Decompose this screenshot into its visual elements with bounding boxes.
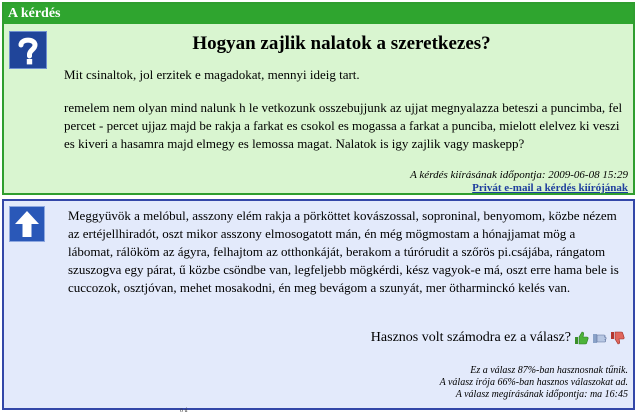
answer-useful-percent: Ez a válasz 87%-ban hasznosnak tűnik.: [470, 365, 628, 376]
question-date: A kérdés kiírásának időpontja: 2009-06-08 15:29: [410, 169, 628, 181]
private-email-link[interactable]: Privát e-mail a kérdés kiírójának: [472, 182, 628, 194]
question-mark-icon: [9, 31, 47, 69]
bottom-text-fragment: ö ú: [180, 408, 188, 414]
answer-body-text: Meggyüvök a melóbul, asszony elém rakja a pörköttet kovászossal, soproninal, benyomom, közbe nézem az ertéjellhiradót, oszt mikor asszony elmosogatott mán, én még mögmostam a hónajjamat mög a lábomat, rálököm az ágyra, felhajtom az otthonkáját, berakom a túrórudit a szőrös pi.csájába, rángatom szuszogva egy párat, ű közbe csöndbe van, legfeljebb mögkérdi, kész vagyok-e má, oszt erre hama bele is cuccozok, osztjóvan, mehet mosakodni, én meg bevágom a szunyát, mer ötharminckó kelés van.: [68, 208, 619, 295]
question-box: [2, 2, 635, 195]
question-body-text: remelem nem olyan mind nalunk h le vetkozunk osszebujjunk az ujjat megnyalazza beteszi a puncimba, fel percet - percet ujjaz majd be rakja a farkat es csokol es mogassa a farkat a punciba, mielott elelvez ki veszi es kiveri a hasamra majd elmegy es lemossa magat. Nalatok is igy zajlik vagy maskepp?: [64, 100, 623, 151]
useful-question: Hasznos volt számodra ez a válasz?: [370, 330, 571, 345]
answer-date: A válasz megírásának időpontja: ma 16:45: [455, 389, 628, 400]
question-header: A kérdés: [4, 4, 633, 24]
question-meta: [410, 169, 628, 195]
answer-box: [2, 199, 635, 410]
answer-meta: [440, 365, 628, 401]
question-title: Hogyan zajlik nalatok a szeretkezes?: [192, 33, 491, 54]
useful-vote-row: [371, 329, 625, 347]
question-short-text: Mit csinaltok, jol erzitek e magadokat, mennyi ideig tart.: [64, 67, 360, 82]
thumbs-sideways-icon[interactable]: [592, 331, 607, 345]
up-arrow-icon: [9, 206, 45, 242]
answer-author-rating: A válasz írója 66%-ban hasznos válaszokat ad.: [439, 377, 628, 388]
thumbs-up-icon[interactable]: [574, 331, 589, 345]
thumbs-down-icon[interactable]: [610, 331, 625, 345]
